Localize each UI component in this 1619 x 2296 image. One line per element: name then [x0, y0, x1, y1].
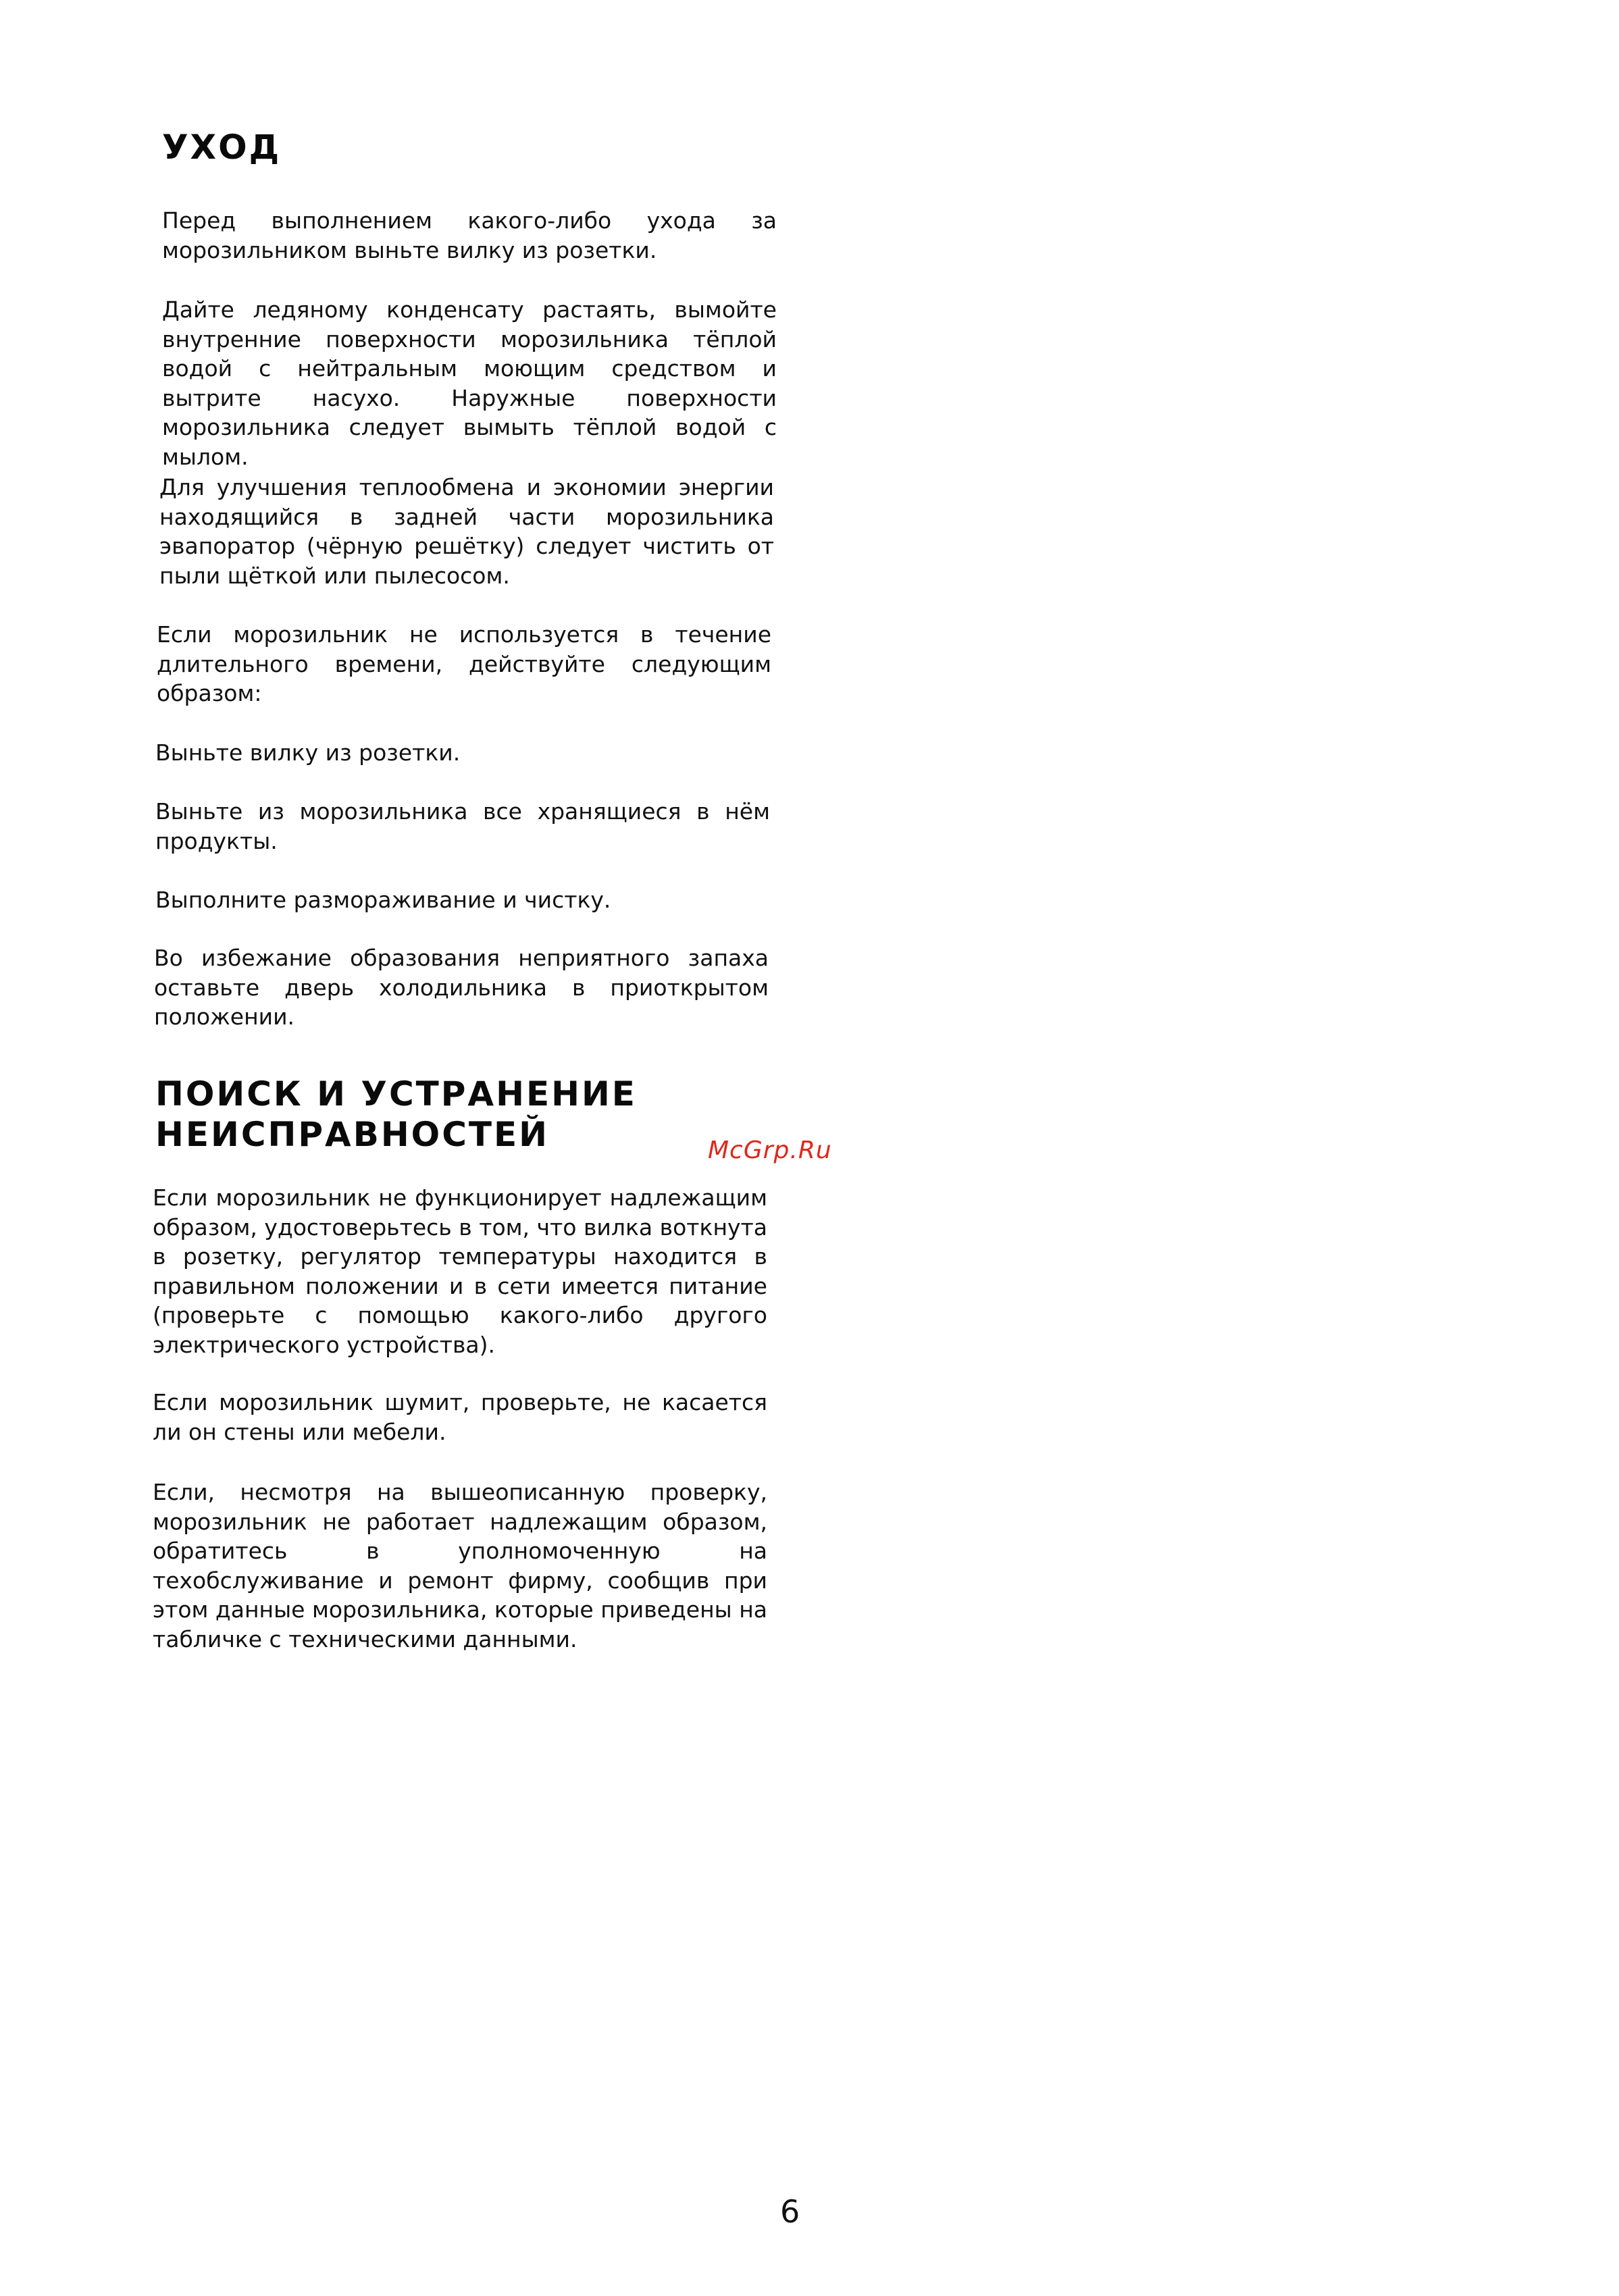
page-number: 6 — [780, 2193, 800, 2230]
care-paragraph: Дайте ледяному конденсату растаять, вымойте внутренние поверхности морозильника тёплой водой с нейтральным моющим средством и вытрите насухо. Наружные поверхности морозильника следует вымыть тёплой водой с мылом. — [162, 296, 777, 470]
troubleshooting-paragraph: Если морозильник шумит, проверьте, не касается ли он стены или мебели. — [153, 1389, 767, 1445]
troubleshooting-paragraph: Если, несмотря на вышеописанную проверку, морозильник не работает надлежащим образом, обратитесь в уполномоченную на техобслуживание и ремонт фирму, сообщив при этом данные морозильника, которые приведены на табличке с техническими данными. — [153, 1479, 767, 1652]
care-paragraph: Выньте вилку из розетки. — [155, 739, 461, 766]
care-paragraph: Во избежание образования неприятного запаха оставьте дверь холодильника в приоткрытом положении. — [154, 945, 769, 1030]
troubleshooting-paragraph: Если морозильник не функционирует надлежащим образом, удостоверьтесь в том, что вилка воткнута в розетку, регулятор температуры находится в правильном положении и в сети имеется питание (проверьте с помощью какого-либо другого электрического устройства). — [153, 1184, 767, 1358]
troubleshooting-heading — [155, 1074, 637, 1155]
watermark-logo: McGrp.Ru — [708, 1137, 832, 1164]
care-paragraph: Перед выполнением какого-либо ухода за морозильником выньте вилку из розетки. — [162, 207, 777, 263]
care-paragraph: Для улучшения теплообмена и экономии энергии находящийся в задней части морозильника эвапоратор (чёрную решётку) следует чистить от пыли щёткой или пылесосом. — [159, 474, 774, 589]
care-heading: УХОД — [162, 128, 282, 167]
care-paragraph: Выполните размораживание и чистку. — [155, 887, 611, 913]
care-paragraph: Выньте из морозильника все хранящиеся в нём продукты. — [155, 798, 770, 854]
troubleshooting-heading-line2: НЕИСПРАВНОСТЕЙ — [155, 1115, 549, 1154]
care-paragraph: Если морозильник не используется в течение длительного времени, действуйте следующим образом: — [157, 621, 771, 706]
troubleshooting-heading-line1: ПОИСК И УСТРАНЕНИЕ — [155, 1074, 637, 1114]
